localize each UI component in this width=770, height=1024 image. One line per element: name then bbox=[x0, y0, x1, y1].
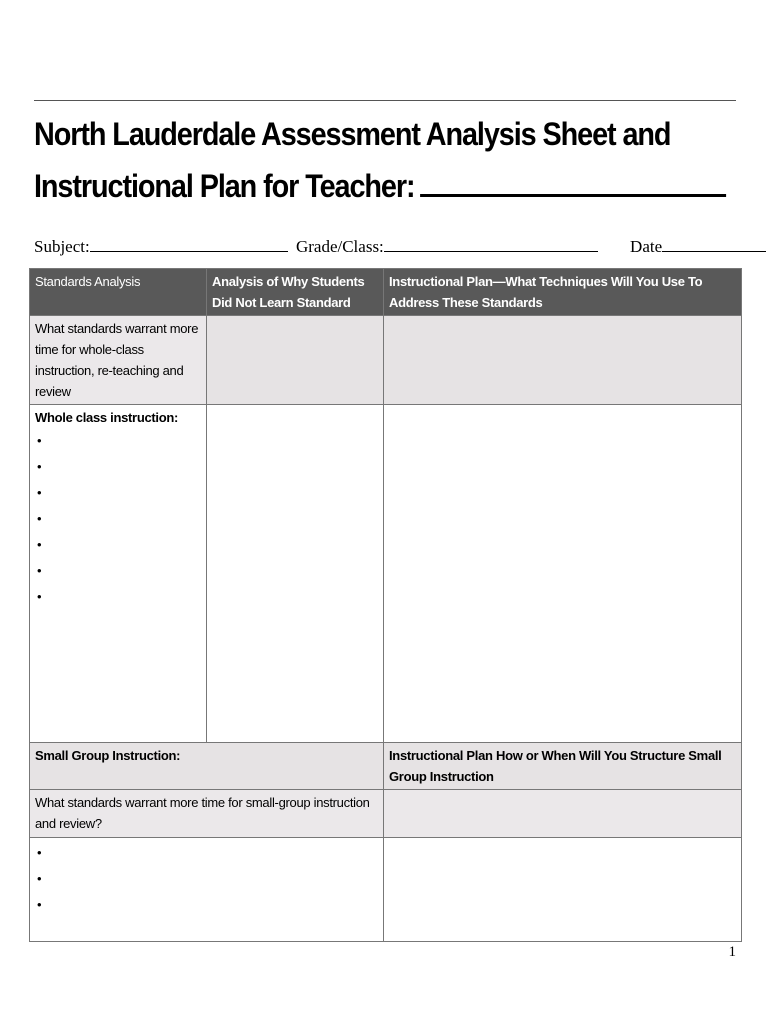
teacher-name-field[interactable] bbox=[420, 164, 726, 197]
title-line-2-text: Instructional Plan for Teacher: bbox=[34, 168, 415, 204]
bullet-item: • bbox=[37, 871, 42, 886]
small-group-bullets bbox=[35, 840, 378, 918]
date-field[interactable] bbox=[662, 234, 766, 252]
bullet-item: • bbox=[37, 485, 42, 500]
whole-class-prompt-row bbox=[30, 316, 742, 405]
page-number: 1 bbox=[728, 944, 736, 960]
whole-class-cell[interactable] bbox=[30, 405, 207, 743]
bullet-item: • bbox=[37, 537, 42, 552]
bullet-item: • bbox=[37, 459, 42, 474]
analysis-table bbox=[29, 268, 742, 942]
small-group-cell[interactable] bbox=[30, 838, 384, 942]
whole-class-why-shaded-cell bbox=[207, 316, 384, 405]
small-group-plan-cell[interactable] bbox=[384, 838, 742, 942]
whole-class-plan-shaded-cell bbox=[384, 316, 742, 405]
small-group-header-row bbox=[30, 743, 742, 790]
header-row bbox=[30, 269, 742, 316]
whole-class-plan-cell[interactable] bbox=[384, 405, 742, 743]
bullet-item: • bbox=[37, 511, 42, 526]
meta-line bbox=[34, 234, 734, 259]
whole-class-label: Whole class instruction: bbox=[35, 410, 179, 425]
small-group-plan-shaded-cell bbox=[384, 790, 742, 838]
subject-field[interactable] bbox=[90, 234, 288, 252]
bullet-item: • bbox=[37, 563, 42, 578]
whole-class-why-cell[interactable] bbox=[207, 405, 384, 743]
subject-label: Subject: bbox=[34, 237, 90, 256]
grade-label: Grade/Class: bbox=[295, 237, 384, 256]
date-label: Date bbox=[630, 237, 663, 256]
bullet-item: • bbox=[37, 589, 42, 604]
whole-class-prompt: What standards warrant more time for whole-class instruction, re-teaching and review bbox=[30, 316, 207, 405]
title-line-2 bbox=[34, 160, 664, 212]
title-line-1: North Lauderdale Assessment Analysis Sheet and bbox=[34, 116, 671, 152]
small-group-row bbox=[30, 838, 742, 942]
whole-class-bullets bbox=[35, 428, 201, 610]
top-rule bbox=[34, 100, 736, 101]
plan-header: Instructional Plan—What Techniques Will You Use To Address These Standards bbox=[384, 269, 742, 316]
page-title bbox=[34, 108, 671, 212]
bullet-item: • bbox=[37, 433, 42, 448]
small-group-prompt-row bbox=[30, 790, 742, 838]
small-group-label: Small Group Instruction: bbox=[30, 743, 384, 790]
why-header: Analysis of Why Students Did Not Learn Standard bbox=[207, 269, 384, 316]
bullet-item: • bbox=[37, 897, 42, 912]
standards-analysis-header: Standards Analysis bbox=[30, 269, 207, 316]
small-group-prompt: What standards warrant more time for small-group instruction and review? bbox=[30, 790, 384, 838]
grade-field[interactable] bbox=[384, 234, 598, 252]
whole-class-row bbox=[30, 405, 742, 743]
bullet-item: • bbox=[37, 845, 42, 860]
small-group-plan-header: Instructional Plan How or When Will You Structure Small Group Instruction bbox=[384, 743, 742, 790]
